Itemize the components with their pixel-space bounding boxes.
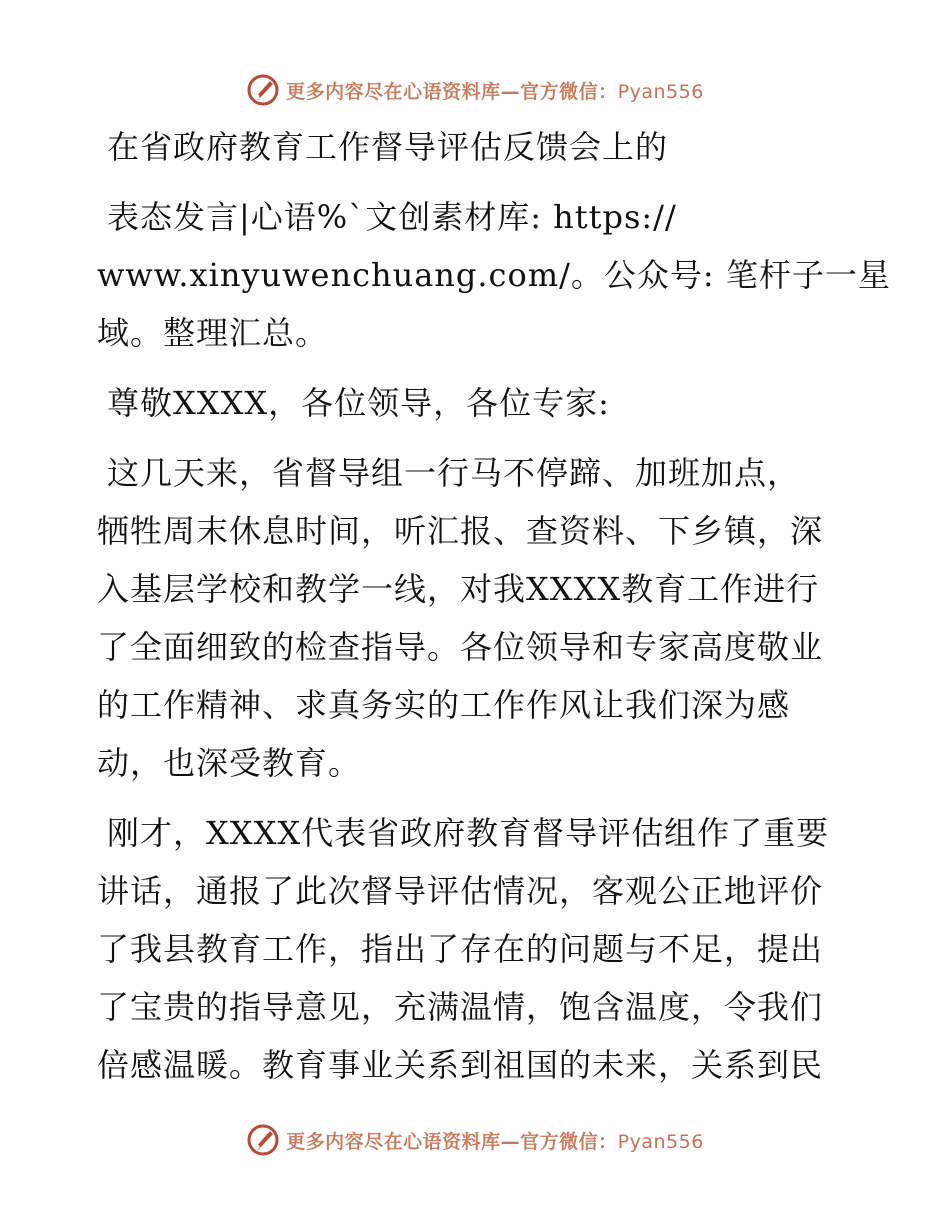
paragraph-line: 讲话，通报了此次督导评估情况，客观公正地评价 (97, 872, 824, 910)
header-banner-label: 更多内容尽在心语资料库—官方微信： (286, 80, 618, 103)
title-line: 域。整理汇总。 (97, 314, 329, 352)
title-line: www.xinyuwenchuang.com/。公众号: 笔杆子一星 (97, 256, 891, 294)
header-banner-handle: Pyan556 (617, 80, 704, 103)
paragraph-line: 了全面细致的检查指导。各位领导和专家高度敬业 (97, 628, 824, 666)
paragraph-line: 刚才，XXXX代表省政府教育督导评估组作了重要 (107, 814, 830, 852)
footer-banner-text (286, 1127, 704, 1154)
header-banner-text (286, 77, 704, 104)
footer-banner-label: 更多内容尽在心语资料库—官方微信： (286, 1130, 618, 1153)
title-line: 在省政府教育工作督导评估反馈会上的 (107, 128, 669, 166)
quill-seal-icon (246, 1123, 280, 1157)
footer-banner-handle: Pyan556 (617, 1130, 704, 1153)
document-body (97, 118, 891, 1094)
salutation: 尊敬XXXX，各位领导，各位专家: (107, 384, 610, 422)
quill-seal-icon (246, 73, 280, 107)
paragraph-line: 入基层学校和教学一线，对我XXXX教育工作进行 (97, 570, 820, 608)
paragraph-line: 了宝贵的指导意见，充满温情，饱含温度，令我们 (97, 988, 824, 1026)
title-line: 表态发言|心语%`文创素材库: https:// (107, 198, 677, 236)
paragraph-line: 的工作精神、求真务实的工作作风让我们深为感 (97, 686, 791, 724)
paragraph-line: 了我县教育工作，指出了存在的问题与不足，提出 (97, 930, 824, 968)
paragraph-line: 牺牲周末休息时间，听汇报、查资料、下乡镇，深 (97, 512, 824, 550)
footer-banner (0, 1120, 950, 1160)
paragraph-line: 这几天来，省督导组一行马不停蹄、加班加点， (107, 454, 801, 492)
header-banner (0, 70, 950, 110)
paragraph-line: 倍感温暖。教育事业关系到祖国的未来，关系到民 (97, 1046, 824, 1084)
paragraph-line: 动，也深受教育。 (97, 744, 362, 782)
